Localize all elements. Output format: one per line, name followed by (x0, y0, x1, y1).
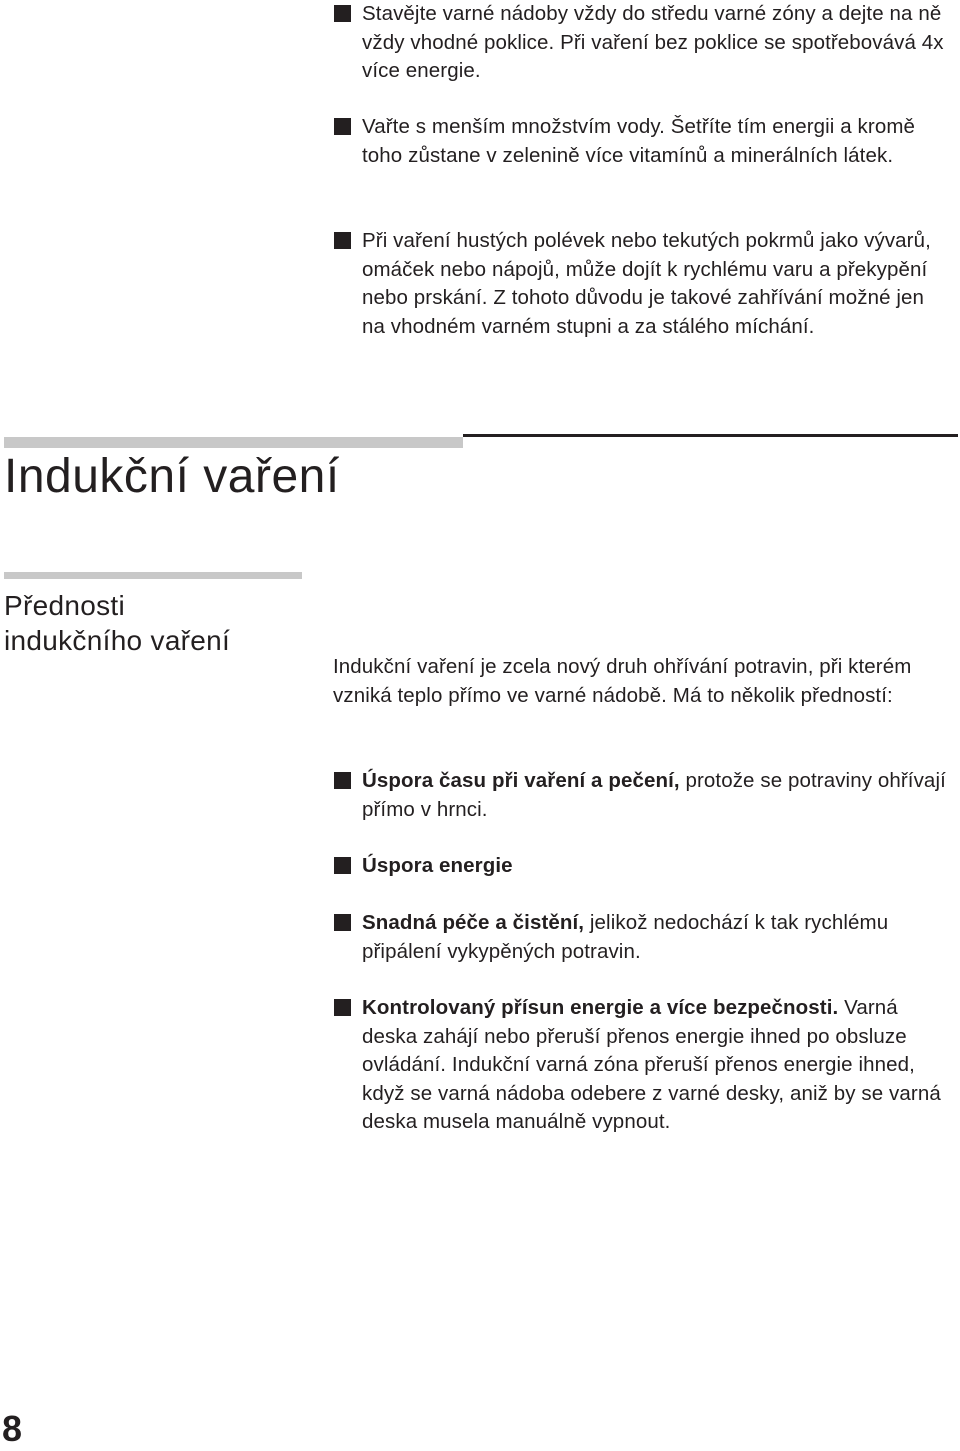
list-item-bold: Úspora času při vaření a pečení, (362, 769, 680, 792)
bullet-square-icon (334, 772, 351, 789)
section-title: Indukční vaření (4, 450, 340, 503)
section-rule-gray (4, 437, 463, 448)
list-item (362, 0, 947, 86)
list-item (362, 852, 947, 881)
subsection-title-line2: indukčního vaření (4, 625, 231, 656)
list-item-text: Při vaření hustých polévek nebo tekutých pokrmů jako vývarů, omáček nebo nápojů, může dojít k rychlému varu a překypění nebo prskání. Z tohoto důvodu je takové zahřívání možné jen na vhodném varném stupni a za stálého míchání. (362, 229, 931, 338)
list-item-bold: Kontrolovaný přísun energie a více bezpečnosti. (362, 996, 839, 1019)
list-item-text: jelikož nedochází k tak rychlému připálení vykypěných potravin. (362, 911, 889, 963)
bullet-square-icon (334, 5, 351, 22)
list-item-text: Stavějte varné nádoby vždy do středu varné zóny a dejte na ně vždy vhodné poklice. Při vaření bez poklice se spotřebovává 4x více energie. (362, 2, 944, 82)
bullet-square-icon (334, 118, 351, 135)
list-item (362, 909, 947, 966)
list-item-bold: Úspora energie (362, 854, 513, 877)
list-item (362, 113, 947, 170)
list-item-text: protože se potraviny ohřívají přímo v hrnci. (362, 769, 946, 821)
list-item (362, 227, 947, 341)
section-rule-black (463, 434, 958, 437)
bullet-square-icon (334, 232, 351, 249)
list-item (362, 767, 947, 824)
list-item-text: Varná deska zahájí nebo přeruší přenos energie ihned po obsluze ovládání. Indukční varná zóna přeruší přenos energie ihned, když se varná nádoba odebere z varné desky, aniž by se varná deska musela manuálně vypnout. (362, 996, 941, 1133)
list-item (362, 994, 947, 1137)
subsection-title-line1: Přednosti (4, 590, 125, 621)
subsection-rule (4, 572, 302, 579)
subsection-title (4, 588, 230, 658)
bullet-square-icon (334, 999, 351, 1016)
intro-paragraph: Indukční vaření je zcela nový druh ohřívání potravin, při kterém vzniká teplo přímo ve varné nádobě. Má to několik předností: (333, 655, 912, 707)
page-number: 8 (2, 1408, 23, 1449)
bullet-square-icon (334, 857, 351, 874)
list-item-bold: Snadná péče a čistění, (362, 911, 585, 934)
bullet-square-icon (334, 914, 351, 931)
list-item-text: Vařte s menším množstvím vody. Šetříte tím energii a kromě toho zůstane v zelenině více vitamínů a minerálních látek. (362, 115, 916, 167)
